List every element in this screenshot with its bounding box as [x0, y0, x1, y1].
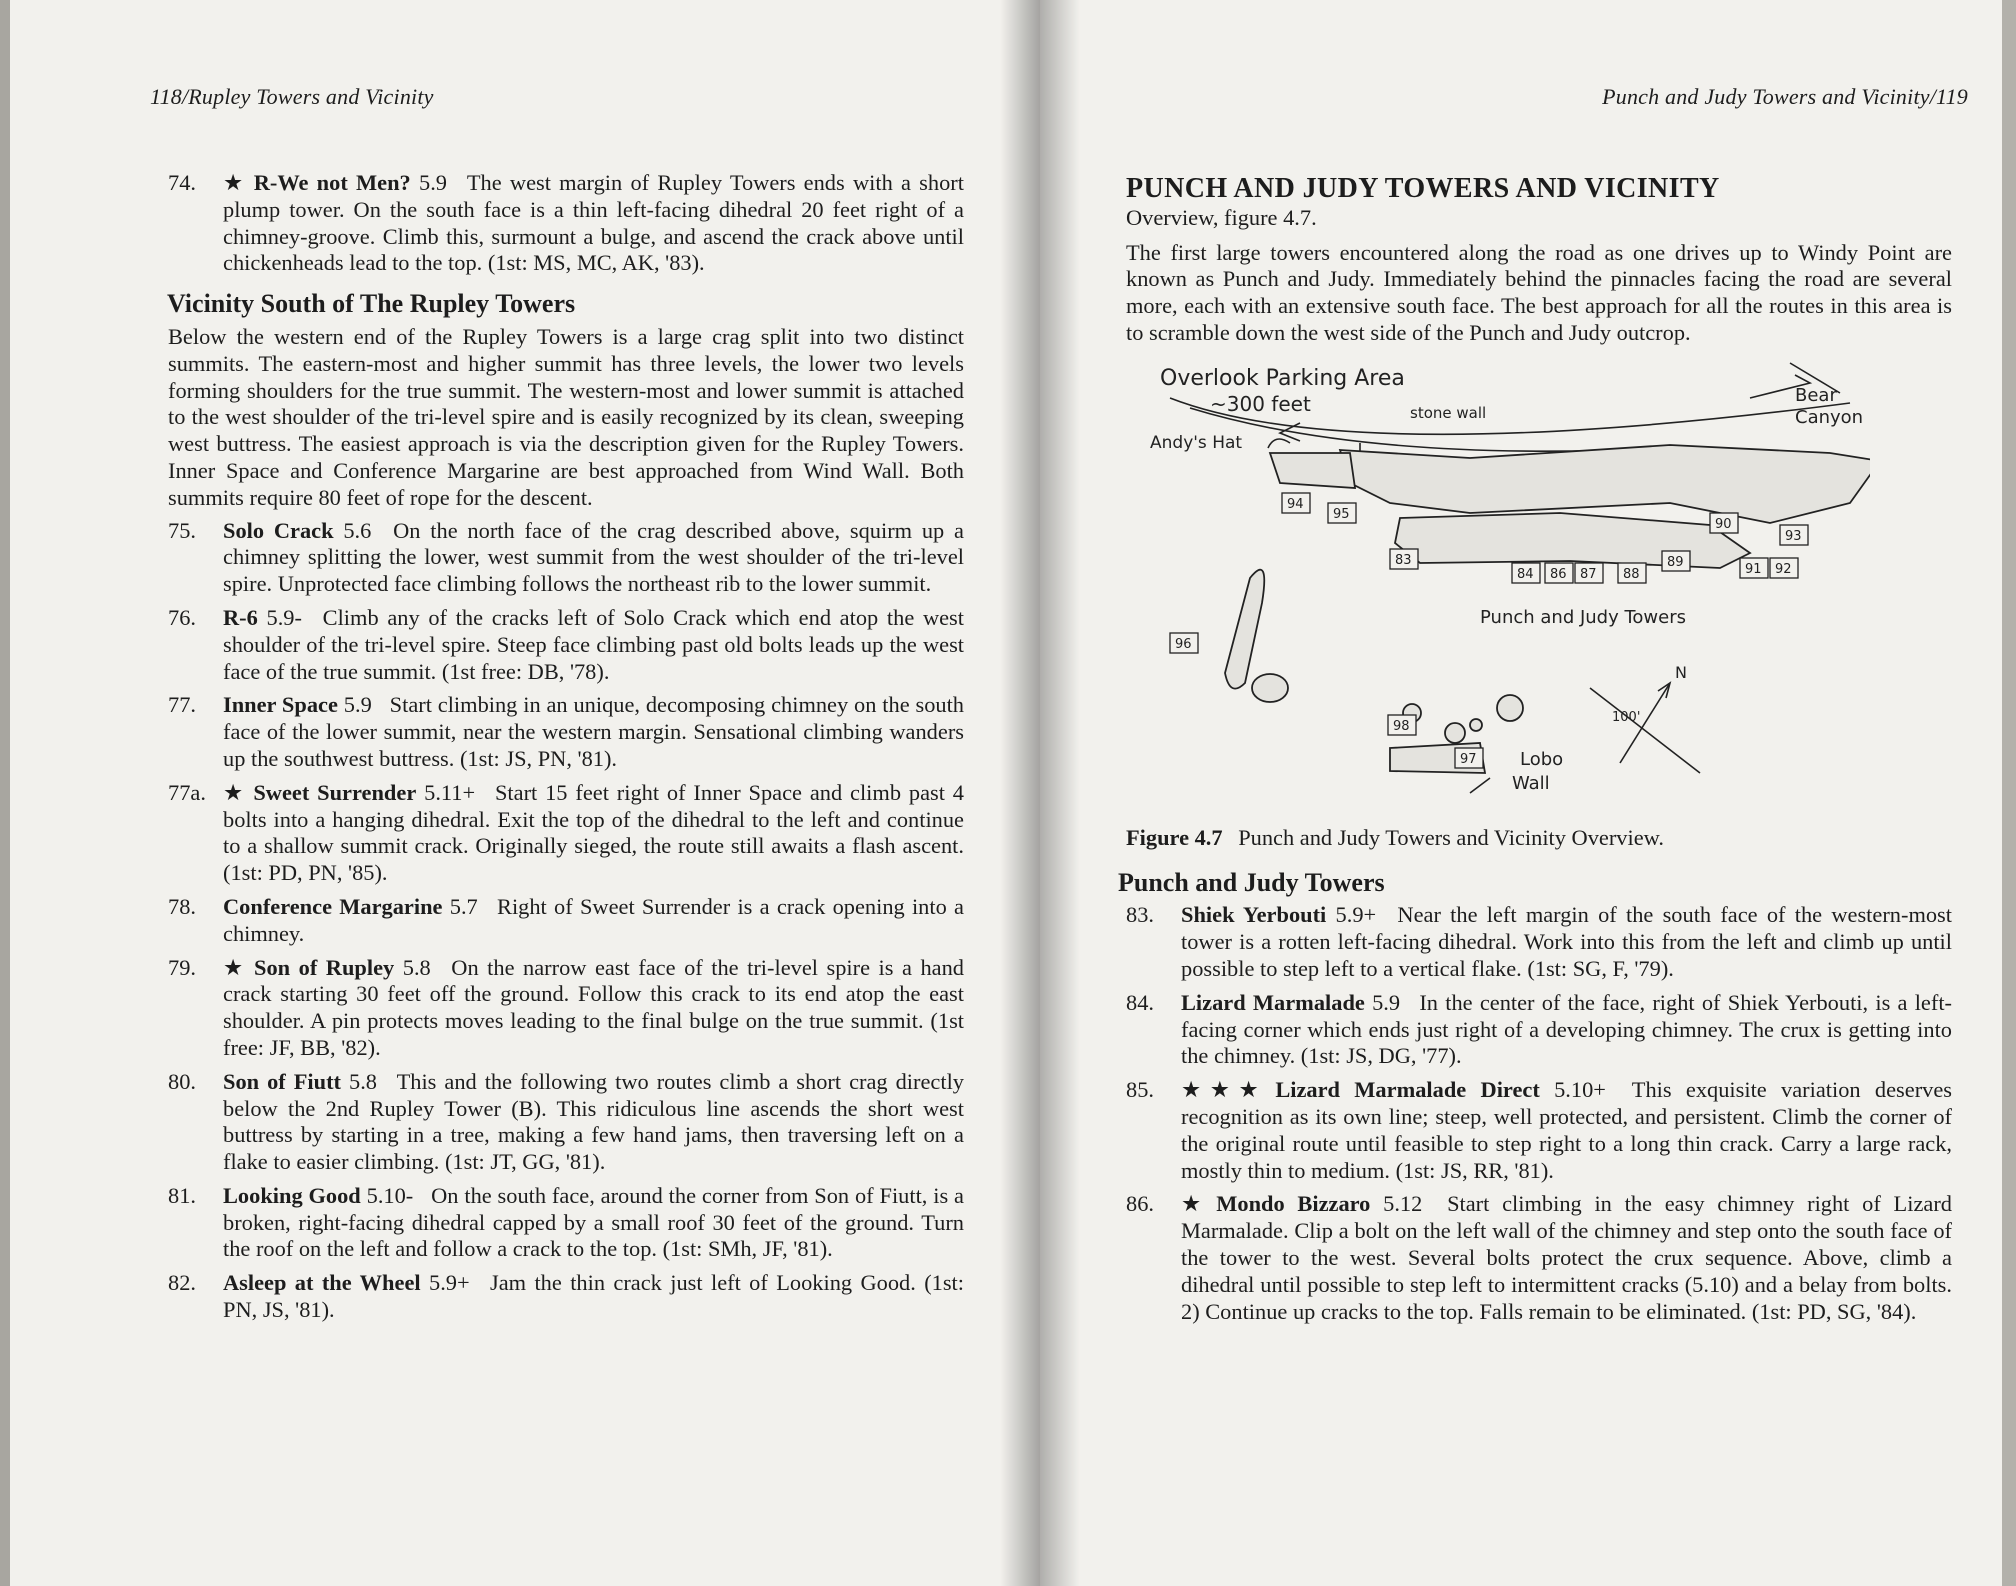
- inner-towers: [1395, 513, 1750, 568]
- route-number: 84.: [1126, 989, 1154, 1015]
- gutter-shadow: [1000, 0, 1040, 1586]
- route-entry: [1126, 990, 1952, 1070]
- andys-hat-label: Andy's Hat: [1150, 432, 1243, 453]
- route-marker: [1390, 549, 1418, 569]
- route-number: 77a.: [168, 779, 206, 805]
- svg-text:96: 96: [1175, 636, 1192, 652]
- route-marker: [1545, 563, 1573, 583]
- route-marker: [1740, 558, 1768, 578]
- route-entry: [168, 894, 964, 948]
- route-name: Shiek Yerbouti: [1181, 902, 1327, 928]
- route-entry: [1126, 1191, 1952, 1325]
- route-grade: 5.8: [402, 954, 431, 980]
- boulder: [1497, 695, 1523, 721]
- route-grade: 5.8: [349, 1068, 377, 1094]
- route-number: 78.: [168, 893, 196, 919]
- route-name: Asleep at the Wheel: [223, 1270, 421, 1296]
- lobo-wall-label: Lobo: [1520, 748, 1564, 770]
- chapter-intro: The first large towers encountered along the road as one drives up to Windy Point are known as Punch and Judy. Immediately behind the pinnacles facing the road are several more, each with an extensive south face. The best approach for all the routes in this area is to scramble down the west side of the Punch and Judy outcrop.: [1126, 239, 1952, 345]
- route-entry: [168, 692, 964, 772]
- gutter-shadow: [1040, 0, 1080, 1586]
- route-entry: [1126, 1077, 1952, 1184]
- route-marker: [1170, 633, 1198, 653]
- towers-outcrop: [1340, 445, 1870, 523]
- svg-text:98: 98: [1393, 718, 1410, 734]
- section-heading: Vicinity South of The Rupley Towers: [167, 289, 576, 319]
- route-entry: [168, 170, 964, 277]
- towers-label: Punch and Judy Towers: [1480, 606, 1687, 628]
- lobo-wall-label: Wall: [1512, 772, 1550, 794]
- star-rating: ★: [223, 954, 246, 980]
- route-description: In the center of the face, right of Shiek Yerbouti, is a left-facing corner which ends just right of a developing chimney. The crux is getting into the chimney. (1st: JS, DG, '77).: [1181, 989, 1952, 1069]
- north-label: N: [1675, 662, 1687, 682]
- route-description: Start climbing in an unique, decomposing chimney on the south face of the lower summit, near the western margin. Sensational climbing wanders up the southwest buttress. (1st: JS, PN, '81).: [223, 692, 964, 771]
- route-entry: [168, 605, 964, 685]
- route-number: 83.: [1126, 902, 1154, 928]
- running-head-left: 118/Rupley Towers and Vicinity: [150, 84, 434, 109]
- route-name: R-6: [223, 604, 258, 630]
- north-arrow-line: [1590, 688, 1700, 773]
- route-number: 77.: [168, 692, 196, 718]
- figure-caption-text: Punch and Judy Towers and Vicinity Overview.: [1238, 824, 1664, 850]
- route-name: R-We not Men?: [253, 170, 411, 195]
- route-description: Near the left margin of the south face of the western-most tower is a rotten left-facing dihedral. Work into this from the left and climb up until possible to step left to a vertical flake. (1st: SG, F, '79).: [1181, 902, 1952, 981]
- route-name: Looking Good: [223, 1182, 361, 1208]
- right-page: [1040, 0, 2016, 1586]
- svg-text:91: 91: [1745, 561, 1762, 577]
- route-number: 82.: [168, 1270, 196, 1296]
- route-description: On the north face of the crag described above, squirm up a chimney splitting the lower, west summit from the west shoulder of the tri-level spire. Unprotected face climbing follows the northeast rib to the lower summit.: [223, 517, 964, 597]
- boulder: [1252, 674, 1288, 702]
- star-rating: ★: [223, 170, 246, 195]
- distance-label: ~300 feet: [1210, 391, 1311, 416]
- route-entry: [168, 1069, 964, 1176]
- route-number: 74.: [168, 170, 196, 195]
- route-marker: [1512, 563, 1540, 583]
- scale-label: 100': [1612, 709, 1641, 725]
- route-name: Lizard Marmalade: [1181, 989, 1365, 1015]
- route-entry: [168, 1183, 964, 1263]
- route-number: 75.: [168, 517, 196, 543]
- route-name: Sweet Surrender: [253, 779, 417, 805]
- route-number: 79.: [168, 954, 196, 980]
- bear-canyon-label: Bear: [1795, 384, 1837, 406]
- route-description: Climb any of the cracks left of Solo Crack which end atop the west shoulder of the tri-level spire. Steep face climbing past old bolts leads up the west face of the true summit. (1st free: DB, '78).: [223, 604, 964, 684]
- svg-text:92: 92: [1775, 561, 1792, 577]
- figure-caption: [1126, 825, 1952, 852]
- svg-text:94: 94: [1287, 496, 1304, 512]
- route-name: Mondo Bizzaro: [1216, 1191, 1371, 1217]
- route-grade: 5.11+: [424, 779, 476, 805]
- route-grade: 5.6: [343, 517, 372, 543]
- route-description: On the south face, around the corner from Son of Fiutt, is a broken, right-facing dihedral capped by a small roof 30 feet of the ground. Turn the roof on the left and follow a crack to the top. (1st: SMh, JF, '81).: [223, 1182, 964, 1262]
- route-number: 81.: [168, 1182, 196, 1208]
- svg-text:97: 97: [1460, 751, 1477, 767]
- route-description: This exquisite variation deserves recognition as its own line; steep, well protected, and persistent. Climb the corner of the original route until feasible to step right to a long thin crack. Carry a large rack, mostly thin to medium. (1st: JS, RR, '81).: [1181, 1077, 1952, 1183]
- route-marker: [1575, 563, 1603, 583]
- route-description: Right of Sweet Surrender is a crack opening into a chimney.: [223, 893, 964, 946]
- route-entry: [168, 1270, 964, 1324]
- route-grade: 5.10-: [366, 1182, 414, 1208]
- page-edge: [0, 0, 10, 1586]
- route-marker: [1710, 513, 1738, 533]
- route-entry: [168, 780, 964, 887]
- route-marker: [1770, 558, 1798, 578]
- left-column: [168, 170, 964, 1331]
- route-description: This and the following two routes climb a short crag directly below the 2nd Rupley Tower (B). This ridiculous line ascends the short west buttress by starting in a tree, making a few hand jams, then traversing left on a flake to easier climbing. (1st: JT, GG, '81).: [223, 1068, 964, 1175]
- route-description: Jam the thin crack just left of Looking Good. (1st: PN, JS, '81).: [223, 1270, 964, 1323]
- andys-hat-pointer: [1268, 439, 1290, 448]
- section-heading: Punch and Judy Towers: [1118, 867, 1385, 897]
- star-rating: ★★★: [1181, 1077, 1268, 1103]
- route-name: Son of Rupley: [254, 954, 395, 980]
- route-grade: 5.10+: [1554, 1077, 1606, 1103]
- svg-text:93: 93: [1785, 528, 1802, 544]
- route-name: Son of Fiutt: [223, 1068, 341, 1094]
- route-name: Conference Margarine: [223, 893, 443, 919]
- lower-spire: [1225, 569, 1264, 688]
- route-grade: 5.9+: [429, 1270, 470, 1296]
- star-rating: ★: [1181, 1191, 1209, 1217]
- route-marker: [1618, 563, 1646, 583]
- lobo-pointer: [1470, 778, 1490, 793]
- route-grade: 5.7: [449, 893, 478, 919]
- route-number: 85.: [1126, 1077, 1154, 1103]
- svg-text:89: 89: [1667, 554, 1684, 570]
- svg-text:87: 87: [1580, 566, 1597, 582]
- route-number: 80.: [168, 1068, 196, 1094]
- star-rating: ★: [223, 779, 246, 805]
- route-number: 76.: [168, 604, 196, 630]
- svg-text:84: 84: [1517, 566, 1534, 582]
- route-entry: [168, 955, 964, 1062]
- overview-map: [1150, 353, 1870, 823]
- svg-text:86: 86: [1550, 566, 1567, 582]
- section-intro: Below the western end of the Rupley Towers is a large crag split into two distinct summits. The eastern-most and higher summit has three levels, the lower two levels forming shoulders for the true summit. The western-most and lower summit is attached to the west shoulder of the tri-level spire and is easily recognized by its clean, sweeping west buttress. The easiest approach is via the description given for the Rupley Towers. Inner Space and Conference Margarine are best approached from Wind Wall. Both summits require 80 feet of rope for the descent.: [168, 323, 964, 510]
- svg-text:83: 83: [1395, 552, 1412, 568]
- svg-text:88: 88: [1623, 566, 1640, 582]
- route-entry: [168, 518, 964, 598]
- route-entry: [1126, 902, 1952, 982]
- route-name: Inner Space: [223, 692, 338, 718]
- route-description: Start 15 feet right of Inner Space and climb past 4 bolts into a hanging dihedral. Exit the top of the dihedral to the left and continue to a shallow summit crack. Originally sieged, the route still awaits a flash ascent. (1st: PD, PN, '85).: [223, 779, 964, 886]
- route-marker: [1388, 715, 1416, 735]
- svg-text:95: 95: [1333, 506, 1350, 522]
- svg-text:90: 90: [1715, 516, 1732, 532]
- bear-canyon-label: Canyon: [1795, 406, 1864, 428]
- boulder: [1445, 723, 1465, 743]
- stone-wall-label: stone wall: [1410, 403, 1487, 422]
- route-marker: [1662, 551, 1690, 571]
- running-head-right: Punch and Judy Towers and Vicinity/119: [1602, 84, 1968, 109]
- route-marker: [1282, 493, 1310, 513]
- andys-hat-rock: [1270, 453, 1355, 488]
- overlook-label: Overlook Parking Area: [1160, 365, 1405, 391]
- route-marker: [1455, 748, 1483, 768]
- route-number: 86.: [1126, 1191, 1154, 1217]
- route-description: Start climbing in the easy chimney right of Lizard Marmalade. Clip a bolt on the left wall of the chimney and step onto the south face of the tower to the west. Several bolts protect the crux sequence. Above, climb a dihedral until possible to step left to intermittent cracks (5.10) and a belay from bolts. 2) Continue up cracks to the top. Falls remain to be eliminated. (1st: PD, SG, '84).: [1181, 1191, 1952, 1324]
- route-description: The west margin of Rupley Towers ends with a short plump tower. On the south face is a thin left-facing dihedral 20 feet right of a chimney-groove. Climb this, surmount a bulge, and ascend the crack above until chickenheads lead to the top. (1st: MS, MC, AK, '83).: [223, 170, 964, 276]
- route-grade: 5.9: [419, 170, 447, 195]
- route-grade: 5.12: [1383, 1191, 1423, 1217]
- boulder: [1470, 719, 1482, 731]
- route-grade: 5.9-: [266, 604, 302, 630]
- route-description: On the narrow east face of the tri-level spire is a hand crack starting 30 feet off the ground. Follow this crack to its end atop the east shoulder. A pin protects moves leading to the final bulge on the true summit. (1st free: JF, BB, '82).: [223, 954, 964, 1060]
- route-marker: [1780, 525, 1808, 545]
- route-name: Lizard Marmalade Direct: [1275, 1077, 1540, 1103]
- figure-label: Figure 4.7: [1126, 824, 1223, 850]
- route-grade: 5.9+: [1335, 902, 1377, 928]
- route-grade: 5.9: [1372, 989, 1401, 1015]
- route-name: Solo Crack: [223, 517, 334, 543]
- chapter-title: PUNCH AND JUDY TOWERS AND VICINITY: [1126, 173, 1720, 204]
- right-column: [1118, 173, 1952, 1332]
- overview-reference: Overview, figure 4.7.: [1126, 204, 1317, 230]
- route-marker: [1328, 503, 1356, 523]
- page-edge: [2002, 0, 2016, 1586]
- route-grade: 5.9: [343, 692, 372, 718]
